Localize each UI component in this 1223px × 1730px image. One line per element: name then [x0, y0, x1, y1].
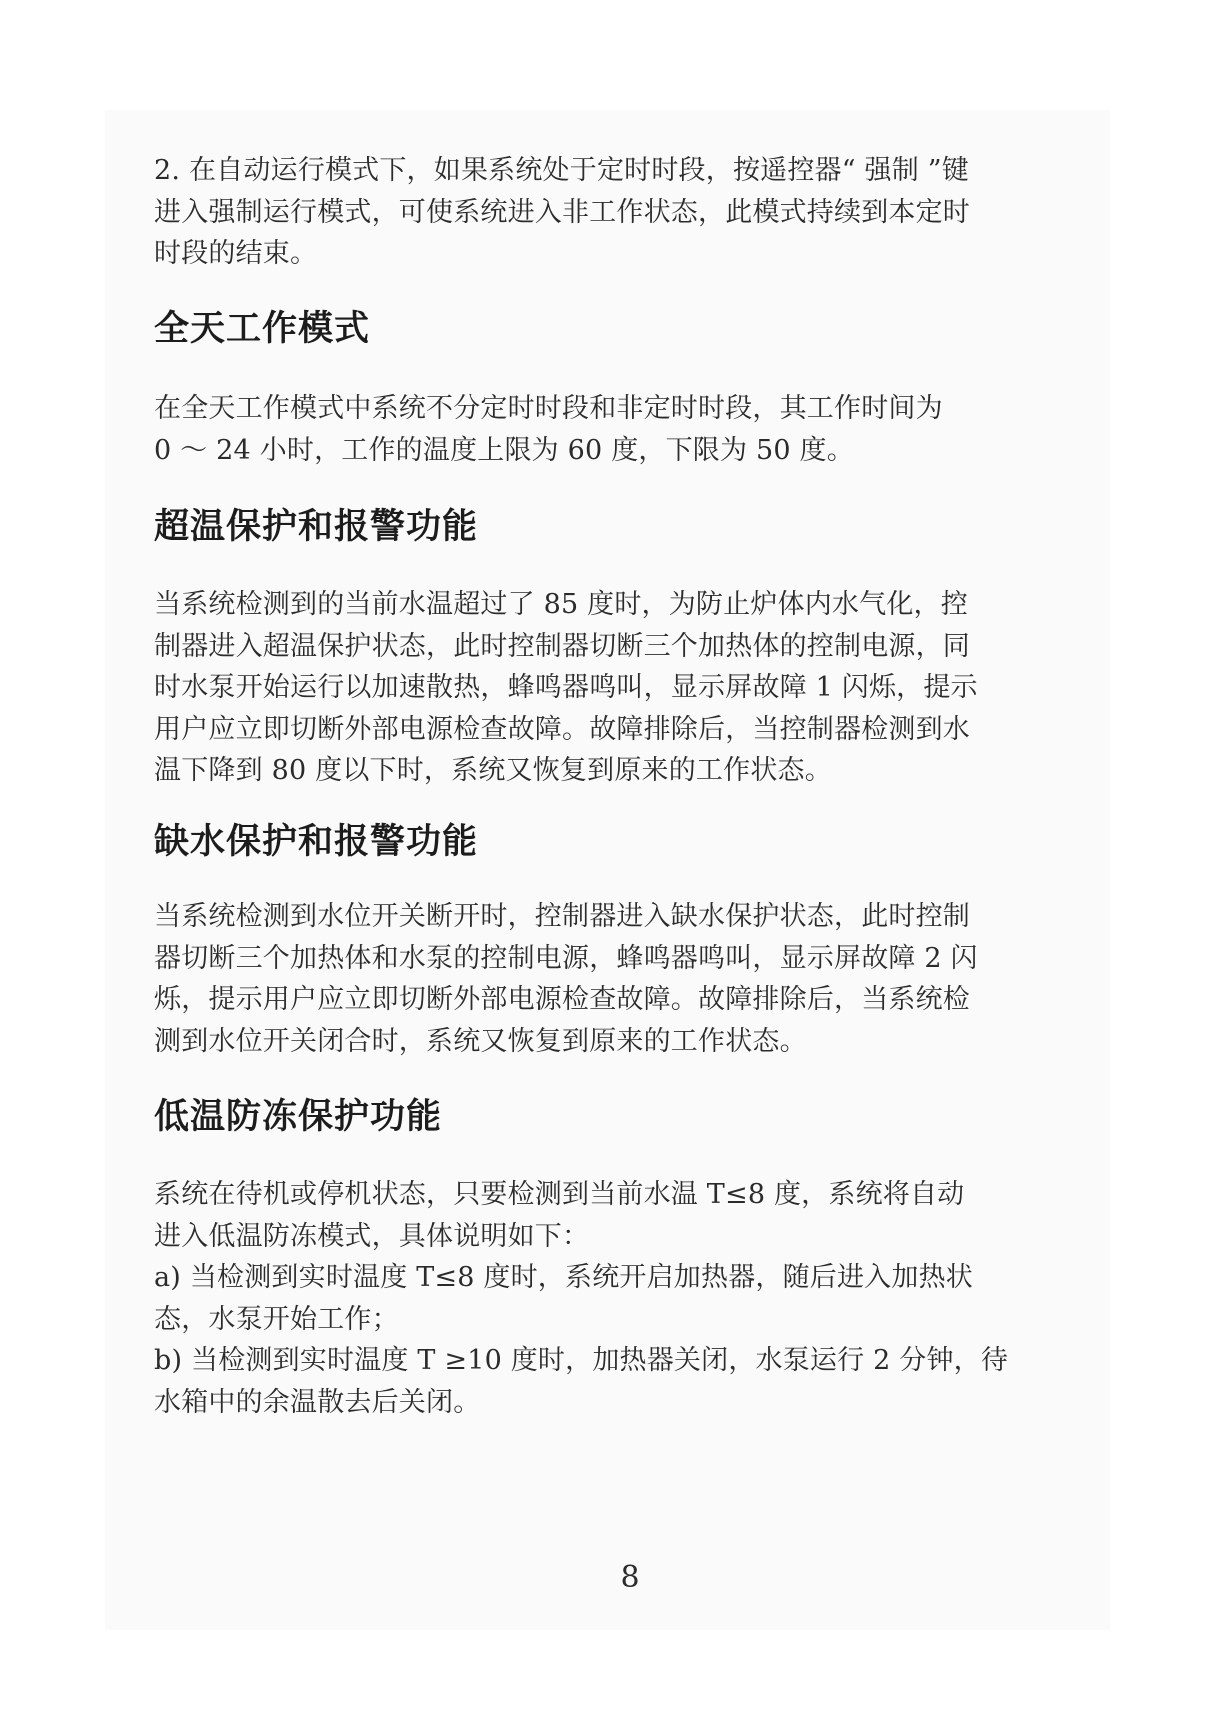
text-line: 在全天工作模式中系统不分定时时段和非定时时段，其工作时间为: [154, 393, 943, 424]
page-number: 8: [620, 1560, 640, 1595]
text-line: 测到水位开关闭合时，系统又恢复到原来的工作状态。: [154, 1025, 807, 1057]
text-line: 当系统检测到的当前水温超过了 85 度时，为防止炉体内水气化，控: [154, 589, 968, 620]
text-line: 制器进入超温保护状态，此时控制器切断三个加热体的控制电源，同: [154, 630, 970, 662]
text-line: 系统在待机或停机状态，只要检测到当前水温 T≤8 度，系统将自动: [154, 1179, 965, 1210]
paragraph-forced-mode: [154, 150, 1084, 275]
heading-all-day-mode: 全天工作模式: [154, 309, 371, 349]
text-line: 器切断三个加热体和水泵的控制电源，蜂鸣器鸣叫，显示屏故障 2 闪: [154, 942, 978, 974]
text-line: 进入低温防冻模式，具体说明如下：: [154, 1220, 590, 1252]
text-line: b) 当检测到实时温度 T ≥10 度时，加热器关闭，水泵运行 2 分钟，待: [154, 1345, 1009, 1376]
heading-low-water-protection: 缺水保护和报警功能: [154, 822, 479, 862]
paragraph-overtemp-protection: [154, 584, 1084, 792]
paragraph-low-water-protection: [154, 896, 1084, 1062]
heading-antifreeze-protection: 低温防冻保护功能: [154, 1097, 443, 1137]
paragraph-all-day-mode: [154, 388, 1084, 471]
text-line: 时段的结束。: [154, 238, 318, 269]
text-line: 水箱中的余温散去后关闭。: [154, 1386, 481, 1418]
text-line: 0 ～ 24 小时，工作的温度上限为 60 度，下限为 50 度。: [154, 434, 854, 466]
text-line: 2. 在自动运行模式下，如果系统处于定时时段，按遥控器“ 强制 ”键: [154, 155, 969, 186]
text-line: 时水泵开始运行以加速散热，蜂鸣器鸣叫，显示屏故障 1 闪烁，提示: [154, 672, 978, 703]
text-line: 温下降到 80 度以下时，系统又恢复到原来的工作状态。: [154, 755, 832, 786]
text-line: a) 当检测到实时温度 T≤8 度时，系统开启加热器，随后进入加热状: [154, 1262, 973, 1293]
text-line: 态，水泵开始工作；: [154, 1303, 399, 1335]
text-line: 烁，提示用户应立即切断外部电源检查故障。故障排除后，当系统检: [154, 984, 970, 1015]
heading-overtemp-protection: 超温保护和报警功能: [154, 507, 479, 547]
text-line: 进入强制运行模式，可使系统进入非工作状态，此模式持续到本定时: [154, 196, 970, 228]
paragraph-antifreeze-protection: [154, 1174, 1084, 1423]
text-line: 当系统检测到水位开关断开时，控制器进入缺水保护状态，此时控制: [154, 901, 970, 932]
text-line: 用户应立即切断外部电源检查故障。故障排除后，当控制器检测到水: [154, 713, 970, 745]
